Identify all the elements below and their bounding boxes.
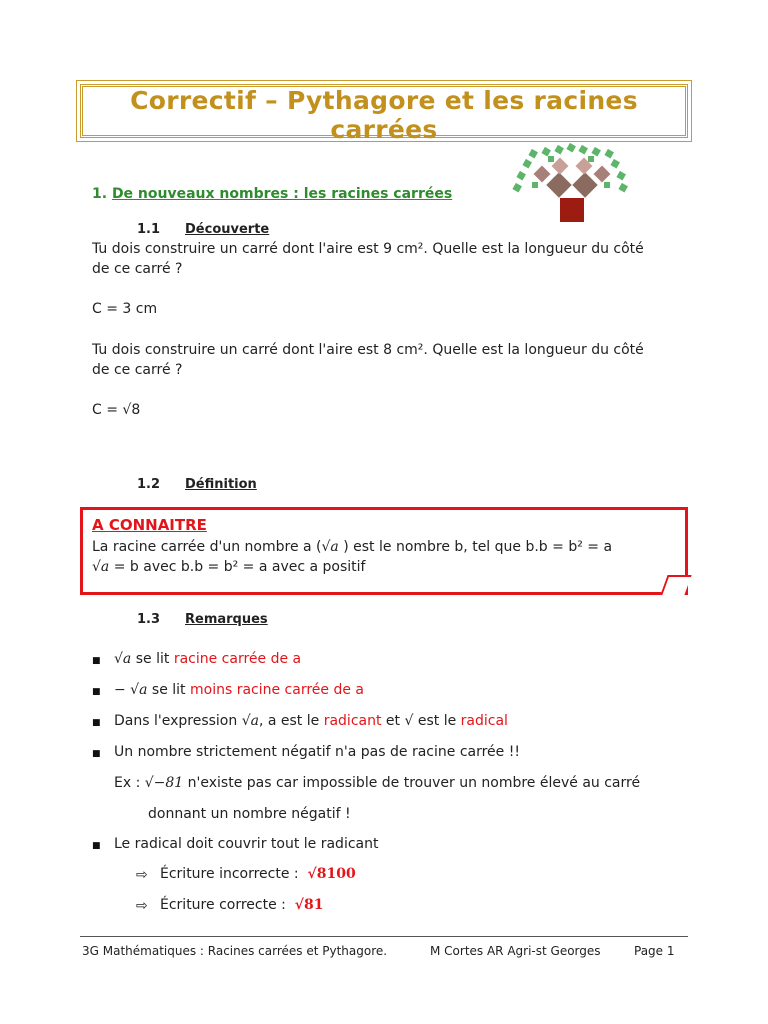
subsection-label: Découverte [185,222,270,237]
arrow-right-icon: ⇨ [136,898,148,914]
radical-symbol: √ [404,713,418,729]
subsection-1-3 [137,612,268,627]
subsection-1-1 [137,222,269,237]
subsection-label: Remarques [185,612,268,627]
section-label: De nouveaux nombres : les racines carrées [111,186,453,202]
remark-2: − √a se lit moins racine carrée de a [114,682,364,698]
bullet-icon: ■ [92,656,101,666]
correct-writing: Écriture correcte : √81 [160,897,324,913]
sqrt-a-symbol: √a [92,559,110,575]
question-2-cont: de ce carré ? [92,362,183,378]
answer-2: C = √8 [92,402,141,418]
footer-author: M Cortes AR Agri-st Georges [430,944,601,958]
section-1-heading [92,186,452,202]
question-2: Tu dois construire un carré dont l'aire est 8 cm². Quelle est la longueur du côté [92,342,644,358]
page-title: Correctif – Pythagore et les racines carrées [130,86,638,144]
definition-line-1: La racine carrée d'un nombre a (√a ) est le nombre b, tel que b.b = b² = a [92,539,613,555]
subsection-1-2 [137,477,257,492]
footer-left: 3G Mathématiques : Racines carrées et Pythagore. [82,944,388,958]
incorrect-writing: Écriture incorrecte : √8100 [160,866,356,882]
bullet-icon: ■ [92,749,101,759]
bullet-icon: ■ [92,841,101,851]
pythagoras-tree-logo [510,142,630,224]
subsection-label: Définition [185,477,257,492]
page-fold-corner [660,575,691,595]
footer-page-number: Page 1 [634,944,675,958]
question-1: Tu dois construire un carré dont l'aire est 9 cm². Quelle est la longueur du côté [92,241,644,257]
remark-3: Dans l'expression √a, a est le radicant et √ est le radical [114,713,508,729]
subsection-number: 1.1 [137,222,161,237]
question-1-cont: de ce carré ? [92,261,183,277]
answer-1: C = 3 cm [92,301,158,317]
definition-line-2: √a = b avec b.b = b² = a avec a positif [92,559,366,575]
remark-1: √a se lit racine carrée de a [114,651,302,667]
section-number: 1. [92,186,108,202]
example-line: Ex : √−81 n'existe pas car impossible de trouver un nombre élevé au carré [114,775,641,791]
definition-heading: A CONNAITRE [92,516,207,534]
bullet-icon: ■ [92,718,101,728]
arrow-right-icon: ⇨ [136,867,148,883]
bullet-icon: ■ [92,687,101,697]
subsection-number: 1.3 [137,612,161,627]
sqrt-a-symbol: √a [321,539,339,555]
remark-5: Le radical doit couvrir tout le radicant [114,836,379,852]
footer-divider [80,936,688,937]
subsection-number: 1.2 [137,477,161,492]
example-line-cont: donnant un nombre négatif ! [148,806,351,822]
remark-4: Un nombre strictement négatif n'a pas de racine carrée !! [114,744,520,760]
